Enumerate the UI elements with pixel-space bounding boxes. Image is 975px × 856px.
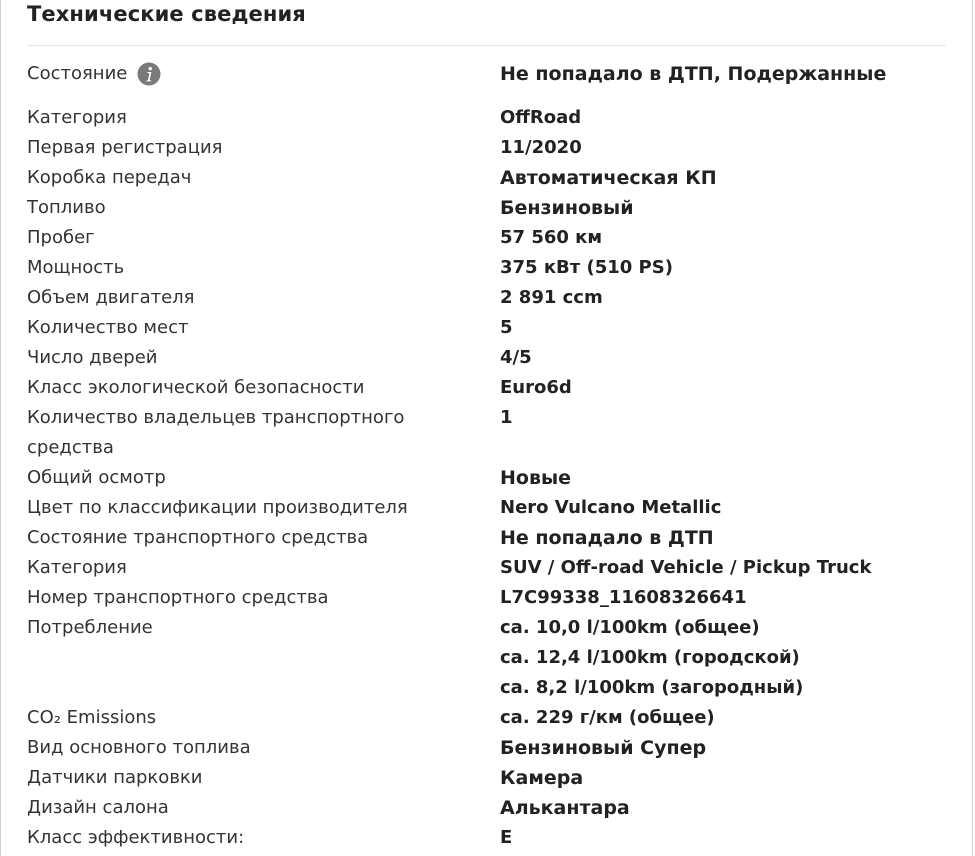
detail-value: Камера [500,767,584,789]
detail-label: Вид основного топлива [27,737,251,758]
detail-value: ca. 229 г/км (общее) [500,707,715,728]
detail-value: 4/5 [500,347,532,368]
detail-label: CO₂ Emissions [27,707,157,728]
detail-value: Новые [500,467,572,489]
detail-value-combined: ca. 10,0 l/100km (общее) [500,617,760,638]
detail-label: Состояние транспортного средства [27,527,369,548]
detail-row-consumption [27,613,957,703]
detail-row-vehicle-number [27,583,957,613]
details-list [27,59,957,853]
detail-value: Euro6d [500,377,572,398]
info-icon[interactable] [137,62,161,86]
detail-value-urban: ca. 12,4 l/100km (городской) [500,647,800,668]
detail-row-power [27,253,957,283]
detail-row-inspection [27,463,957,493]
section-title: Технические сведения [27,2,306,26]
detail-label: Объем двигателя [27,287,195,308]
detail-row-engine-size [27,283,957,313]
detail-row-parking-sensors [27,763,957,793]
detail-label: Пробег [27,227,95,248]
detail-row-manufacturer-color [27,493,957,523]
detail-value: 375 кВт (510 PS) [500,257,673,278]
detail-label: Общий осмотр [27,467,166,488]
detail-label: Коробка передач [27,167,192,188]
detail-value: L7C99338_11608326641 [500,587,747,608]
detail-value: 57 560 км [500,227,603,248]
detail-label: Число дверей [27,347,158,368]
detail-value: 11/2020 [500,137,582,158]
detail-label: Топливо [27,197,106,218]
detail-value: Алькантара [500,797,630,819]
detail-value: 1 [500,407,513,428]
detail-row-emission-class [27,373,957,403]
detail-row-co2 [27,703,957,733]
detail-row-first-registration [27,133,957,163]
detail-label: Номер транспортного средства [27,587,329,608]
detail-row-body-category [27,553,957,583]
detail-row-fuel [27,193,957,223]
detail-row-primary-fuel [27,733,957,763]
detail-label: Мощность [27,257,125,278]
detail-value: Автоматическая КП [500,167,717,189]
detail-row-transmission [27,163,957,193]
detail-label: Датчики парковки [27,767,203,788]
detail-label: Категория [27,557,127,578]
detail-label: Цвет по классификации производителя [27,497,408,518]
detail-value: Nero Vulcano Metallic [500,497,722,518]
detail-value: OffRoad [500,107,582,128]
detail-value: E [500,827,513,848]
detail-row-mileage [27,223,957,253]
detail-label: Количество мест [27,317,189,338]
detail-row-efficiency-class [27,823,957,853]
detail-value: 2 891 ccm [500,287,603,308]
detail-value: Не попадало в ДТП, Подержанные [500,63,887,85]
detail-value-extra-urban: ca. 8,2 l/100km (загородный) [500,677,804,698]
detail-value: Бензиновый Супер [500,737,707,759]
detail-label: Класс экологической безопасности [27,377,365,398]
detail-label: Количество владельцев транспортного средства [27,407,405,458]
detail-row-seats [27,313,957,343]
detail-value: SUV / Off-road Vehicle / Pickup Truck [500,557,872,578]
detail-label: Первая регистрация [27,137,223,158]
detail-label: Категория [27,107,127,128]
detail-value: Бензиновый [500,197,634,219]
detail-row-category [27,103,957,133]
detail-row-doors [27,343,957,373]
detail-label: Дизайн салона [27,797,169,818]
detail-row-interior [27,793,957,823]
detail-value: 5 [500,317,513,338]
divider [27,45,946,46]
detail-row-vehicle-condition [27,523,957,553]
detail-row-condition [27,59,957,89]
detail-label: Класс эффективности: [27,827,245,848]
detail-label: Состояние [27,63,128,84]
detail-label: Потребление [27,617,153,638]
detail-row-owners [27,403,957,463]
detail-value: Не попадало в ДТП [500,527,714,549]
